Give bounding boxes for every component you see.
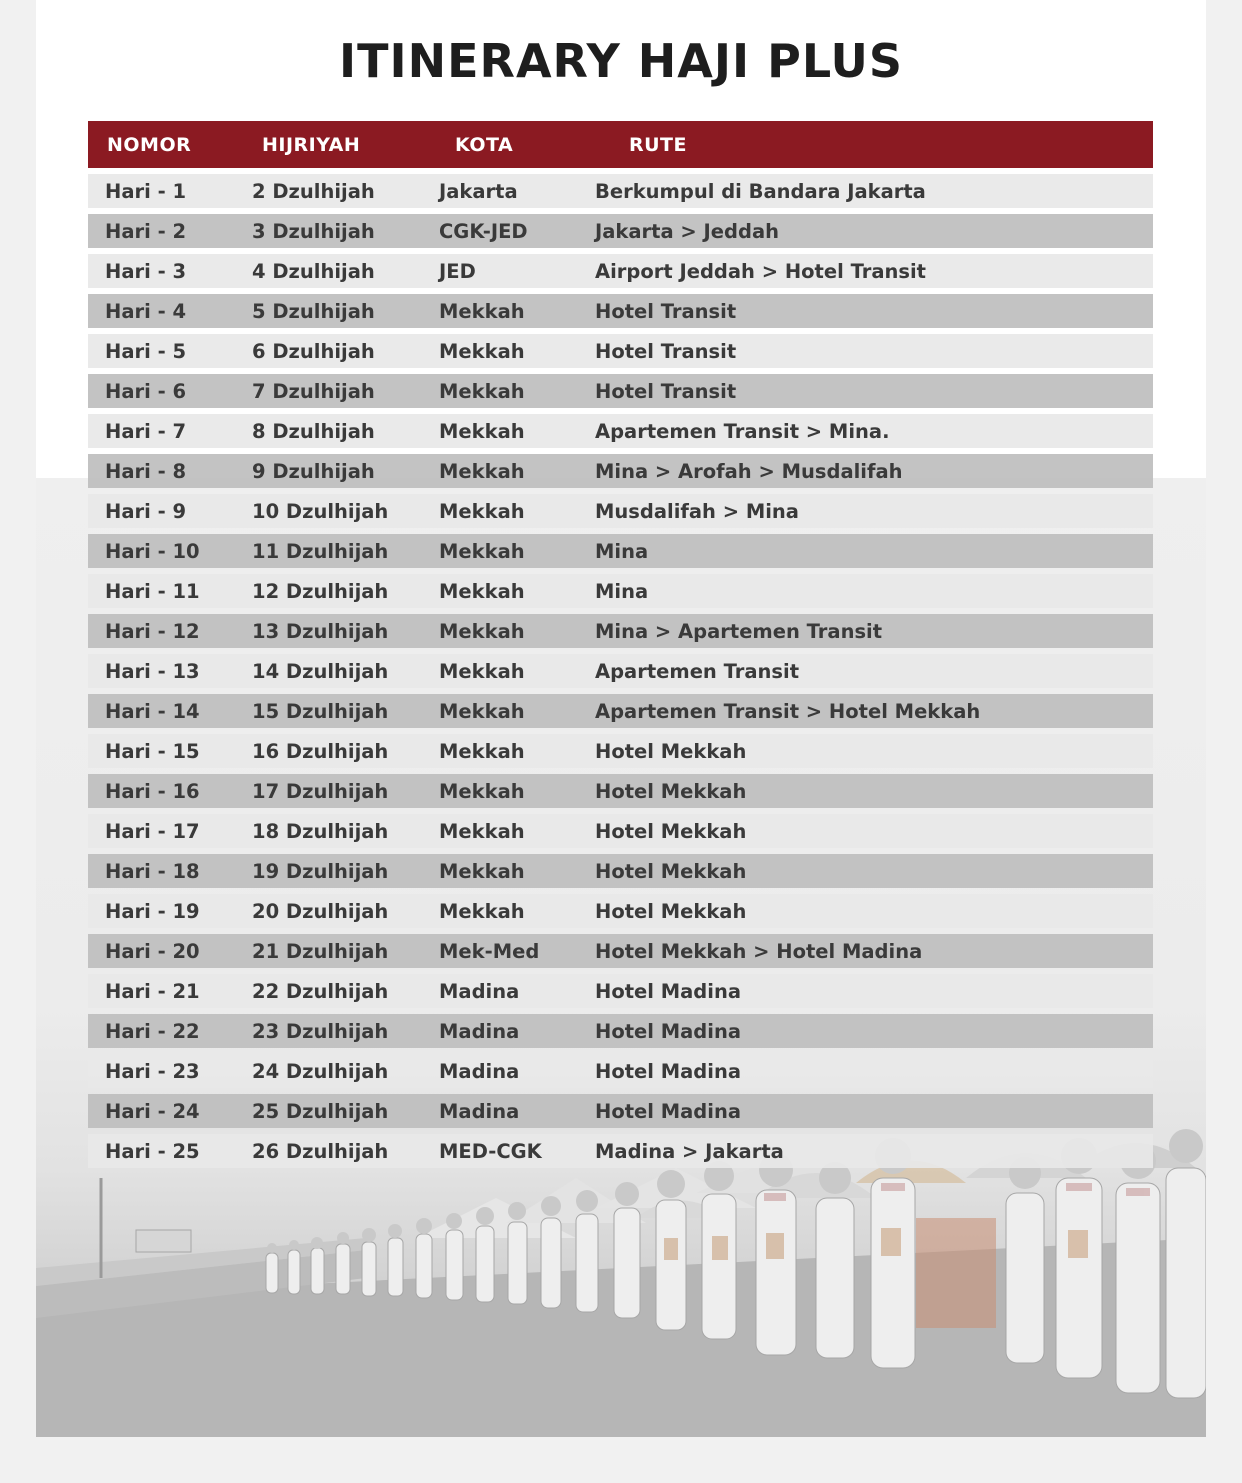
cell-kota: Mekkah — [439, 660, 525, 683]
cell-kota: Mekkah — [439, 340, 525, 363]
cell-hijriyah: 16 Dzulhijah — [252, 740, 389, 763]
cell-hijriyah: 7 Dzulhijah — [252, 380, 375, 403]
cell-hijriyah: 10 Dzulhijah — [252, 500, 389, 523]
cell-nomor: Hari - 8 — [105, 460, 187, 483]
table-row — [88, 974, 1153, 1008]
table-body — [88, 174, 1153, 1168]
table-row — [88, 894, 1153, 928]
page-title: ITINERARY HAJI PLUS — [339, 34, 903, 88]
table-row — [88, 774, 1153, 808]
table-row — [88, 1094, 1153, 1128]
cell-rute: Hotel Mekkah — [595, 860, 747, 883]
header-rute: RUTE — [629, 134, 687, 156]
table-row — [88, 374, 1153, 408]
cell-nomor: Hari - 22 — [105, 1020, 200, 1043]
cell-rute: Hotel Transit — [595, 380, 737, 403]
cell-kota: Mekkah — [439, 780, 525, 803]
cell-kota: Mekkah — [439, 740, 525, 763]
cell-kota: Mekkah — [439, 900, 525, 923]
cell-kota: Mekkah — [439, 620, 525, 643]
cell-kota: Mek-Med — [439, 940, 540, 963]
itinerary-table — [88, 121, 1153, 1168]
cell-kota: Mekkah — [439, 860, 525, 883]
cell-kota: Madina — [439, 1060, 520, 1083]
cell-nomor: Hari - 4 — [105, 300, 187, 323]
cell-rute: Mina > Arofah > Musdalifah — [595, 460, 903, 483]
cell-rute: Hotel Mekkah — [595, 740, 747, 763]
table-row — [88, 654, 1153, 688]
cell-hijriyah: 26 Dzulhijah — [252, 1140, 389, 1163]
cell-hijriyah: 5 Dzulhijah — [252, 300, 375, 323]
cell-kota: Mekkah — [439, 500, 525, 523]
cell-hijriyah: 25 Dzulhijah — [252, 1100, 389, 1123]
table-row — [88, 454, 1153, 488]
cell-rute: Apartemen Transit > Hotel Mekkah — [595, 700, 981, 723]
cell-kota: Mekkah — [439, 420, 525, 443]
cell-hijriyah: 8 Dzulhijah — [252, 420, 375, 443]
cell-nomor: Hari - 6 — [105, 380, 187, 403]
header-kota: KOTA — [455, 134, 514, 156]
cell-kota: CGK-JED — [439, 220, 528, 243]
cell-rute: Madina > Jakarta — [595, 1140, 784, 1163]
cell-nomor: Hari - 12 — [105, 620, 200, 643]
cell-nomor: Hari - 20 — [105, 940, 200, 963]
cell-nomor: Hari - 2 — [105, 220, 187, 243]
table-row — [88, 294, 1153, 328]
cell-rute: Mina — [595, 580, 649, 603]
table-header — [88, 121, 1153, 168]
cell-hijriyah: 3 Dzulhijah — [252, 220, 375, 243]
cell-rute: Mina > Apartemen Transit — [595, 620, 883, 643]
cell-rute: Hotel Transit — [595, 300, 737, 323]
cell-nomor: Hari - 21 — [105, 980, 200, 1003]
cell-rute: Hotel Madina — [595, 1020, 741, 1043]
cell-kota: Mekkah — [439, 380, 525, 403]
cell-nomor: Hari - 15 — [105, 740, 200, 763]
cell-rute: Hotel Mekkah > Hotel Madina — [595, 940, 923, 963]
cell-kota: Madina — [439, 1020, 520, 1043]
cell-rute: Hotel Mekkah — [595, 900, 747, 923]
cell-hijriyah: 20 Dzulhijah — [252, 900, 389, 923]
table-row — [88, 174, 1153, 208]
cell-rute: Berkumpul di Bandara Jakarta — [595, 180, 926, 203]
cell-hijriyah: 14 Dzulhijah — [252, 660, 389, 683]
itinerary-card — [36, 0, 1206, 1437]
cell-kota: Mekkah — [439, 300, 525, 323]
cell-kota: Mekkah — [439, 820, 525, 843]
cell-nomor: Hari - 9 — [105, 500, 187, 523]
cell-hijriyah: 13 Dzulhijah — [252, 620, 389, 643]
table-row — [88, 694, 1153, 728]
cell-kota: Jakarta — [439, 180, 518, 203]
cell-hijriyah: 22 Dzulhijah — [252, 980, 389, 1003]
cell-hijriyah: 2 Dzulhijah — [252, 180, 375, 203]
cell-nomor: Hari - 1 — [105, 180, 187, 203]
cell-nomor: Hari - 7 — [105, 420, 187, 443]
cell-hijriyah: 17 Dzulhijah — [252, 780, 389, 803]
cell-rute: Hotel Mekkah — [595, 820, 747, 843]
table-row — [88, 414, 1153, 448]
cell-rute: Mina — [595, 540, 649, 563]
cell-kota: Mekkah — [439, 460, 525, 483]
cell-kota: MED-CGK — [439, 1140, 542, 1163]
cell-hijriyah: 6 Dzulhijah — [252, 340, 375, 363]
cell-nomor: Hari - 19 — [105, 900, 200, 923]
cell-nomor: Hari - 10 — [105, 540, 200, 563]
header-hijriyah: HIJRIYAH — [262, 134, 361, 156]
cell-hijriyah: 24 Dzulhijah — [252, 1060, 389, 1083]
cell-rute: Hotel Mekkah — [595, 780, 747, 803]
cell-nomor: Hari - 11 — [105, 580, 200, 603]
cell-nomor: Hari - 5 — [105, 340, 187, 363]
cell-hijriyah: 4 Dzulhijah — [252, 260, 375, 283]
table-row — [88, 254, 1153, 288]
table-row — [88, 934, 1153, 968]
cell-nomor: Hari - 16 — [105, 780, 200, 803]
cell-kota: Mekkah — [439, 580, 525, 603]
table-row — [88, 494, 1153, 528]
cell-rute: Hotel Madina — [595, 1100, 741, 1123]
cell-kota: Mekkah — [439, 700, 525, 723]
cell-kota: Madina — [439, 980, 520, 1003]
cell-rute: Airport Jeddah > Hotel Transit — [595, 260, 926, 283]
cell-hijriyah: 12 Dzulhijah — [252, 580, 389, 603]
cell-nomor: Hari - 25 — [105, 1140, 200, 1163]
header-nomor: NOMOR — [107, 134, 192, 156]
cell-nomor: Hari - 13 — [105, 660, 200, 683]
cell-nomor: Hari - 17 — [105, 820, 200, 843]
cell-nomor: Hari - 3 — [105, 260, 187, 283]
cell-kota: Mekkah — [439, 540, 525, 563]
cell-hijriyah: 23 Dzulhijah — [252, 1020, 389, 1043]
cell-hijriyah: 9 Dzulhijah — [252, 460, 375, 483]
cell-hijriyah: 21 Dzulhijah — [252, 940, 389, 963]
cell-kota: JED — [439, 260, 476, 283]
cell-hijriyah: 19 Dzulhijah — [252, 860, 389, 883]
table-row — [88, 214, 1153, 248]
cell-kota: Madina — [439, 1100, 520, 1123]
cell-rute: Musdalifah > Mina — [595, 500, 799, 523]
cell-rute: Jakarta > Jeddah — [595, 220, 779, 243]
cell-nomor: Hari - 24 — [105, 1100, 200, 1123]
table-row — [88, 854, 1153, 888]
cell-rute: Hotel Transit — [595, 340, 737, 363]
cell-nomor: Hari - 23 — [105, 1060, 200, 1083]
cell-rute: Hotel Madina — [595, 980, 741, 1003]
cell-rute: Hotel Madina — [595, 1060, 741, 1083]
table-row — [88, 534, 1153, 568]
cell-rute: Apartemen Transit > Mina. — [595, 420, 890, 443]
table-row — [88, 614, 1153, 648]
table-row — [88, 1054, 1153, 1088]
table-row — [88, 334, 1153, 368]
cell-hijriyah: 18 Dzulhijah — [252, 820, 389, 843]
cell-hijriyah: 11 Dzulhijah — [252, 540, 389, 563]
cell-rute: Apartemen Transit — [595, 660, 800, 683]
cell-hijriyah: 15 Dzulhijah — [252, 700, 389, 723]
cell-nomor: Hari - 14 — [105, 700, 200, 723]
table-row — [88, 1134, 1153, 1168]
table-row — [88, 734, 1153, 768]
table-row — [88, 1014, 1153, 1048]
table-row — [88, 814, 1153, 848]
table-row — [88, 574, 1153, 608]
cell-nomor: Hari - 18 — [105, 860, 200, 883]
